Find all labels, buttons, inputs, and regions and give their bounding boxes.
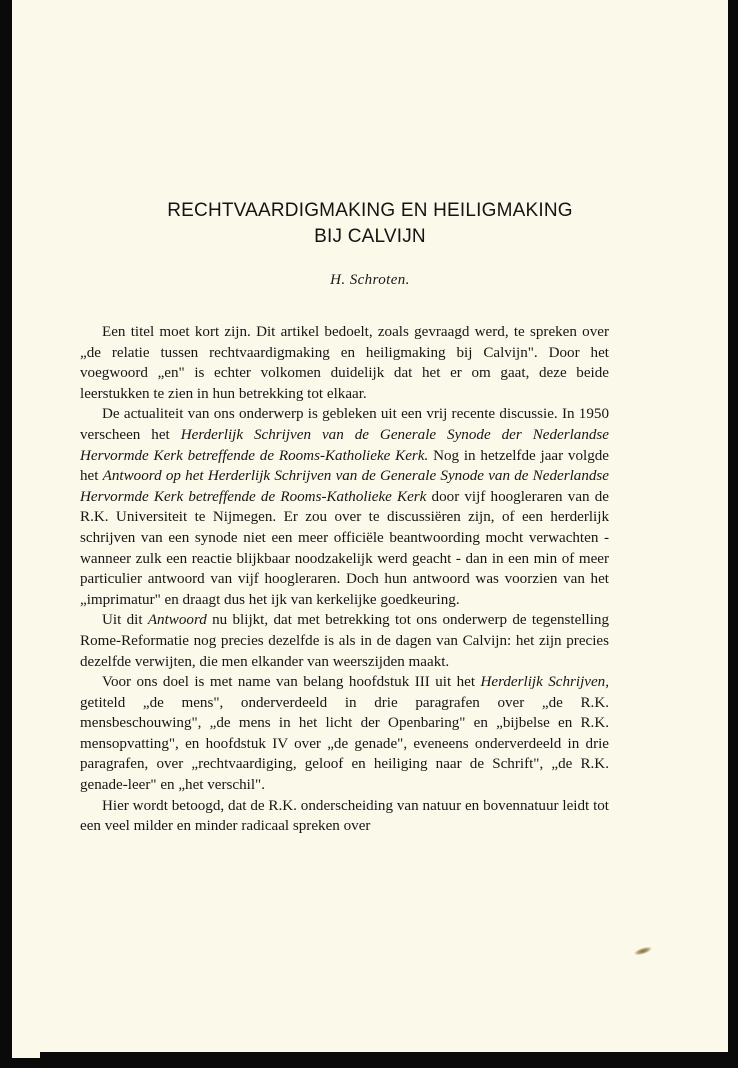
article-body (80, 322, 609, 837)
italic-segment: Antwoord op het Herderlijk Schrijven van de Generale Synode van de Nederlandse Hervormde Kerk betreffende de Rooms-Katholieke Kerk (80, 468, 609, 505)
text-segment: Voor ons doel is met name van belang hoofdstuk III uit het (102, 674, 481, 691)
article-title-line-1: RECHTVAARDIGMAKING EN HEILIGMAKING (167, 200, 573, 221)
text-segment: Uit dit (102, 612, 148, 629)
text-segment: Hier wordt betoogd, dat de R.K. onderscheiding van natuur en bovennatuur leidt tot een veel milder en minder radicaal spreken over (80, 797, 609, 835)
text-segment: De actualiteit van ons onderwerp is gebleken uit een vrij recente discussie. In 1950 verscheen het (80, 406, 609, 443)
paragraph-5 (80, 796, 609, 837)
text-segment: nu blijkt, dat met betrekking tot ons onderwerp de tegenstelling Rome-Reformatie nog precies dezelfde is als in de dagen van Calvijn: het zijn precies dezelfde verwijten, die men elkander van weerszijden maakt. (80, 612, 609, 670)
text-segment: Een titel moet kort zijn. Dit artikel bedoelt, zoals gevraagd werd, te spreken over „de relatie tussen rechtvaardigmaking en heiligmaking bij Calvijn". Door het voegwoord „en" is echter volkomen duidelijk dat het er om gaat, deze beide leerstukken te zien in hun betrekking tot elkaar. (80, 324, 609, 402)
italic-segment: Herderlijk Schrijven, (480, 674, 609, 691)
paragraph-3 (80, 610, 609, 672)
paragraph-4 (80, 672, 609, 796)
text-segment: getiteld „de mens", onderverdeeld in drie paragrafen over „de R.K. mensbeschouwing", „de mens in het licht der Openbaring" en „bijbelse en R.K. mensopvatting", en hoofdstuk IV over „de genade", eveneens onderverdeeld in drie paragrafen, over „rechtvaardiging, geloof en heiliging naar de Schrift", „de R.K. genade-leer" en „het verschil". (80, 694, 609, 794)
ink-smudge (634, 945, 653, 956)
paragraph-2 (80, 404, 609, 610)
italic-segment: Antwoord (147, 612, 207, 629)
italic-segment: Herderlijk Schrijven van de Generale Synode der Nederlandse Hervormde Kerk betreffende de Rooms-Katholieke Kerk. (80, 426, 609, 464)
article-title-line-2: BIJ CALVIJN (314, 226, 426, 247)
article-author: H. Schroten. (330, 272, 410, 288)
scanned-page (12, 0, 728, 1058)
scan-border-bottom (40, 1052, 728, 1068)
paragraph-1 (80, 322, 609, 404)
text-segment: Nog in hetzelfde jaar volgde het (80, 447, 609, 485)
text-segment: door vijf hoogleraren van de R.K. Universiteit te Nijmegen. Er zou over te discussiëren zijn, of een herderlijk schrijven van een synode niet een meer officiële beantwoording mocht verwachten - wanneer zulk een reactie blijkbaar noodzakelijk werd geacht - dan in een min of meer particulier antwoord van vijf hoogleraren. Doch hun antwoord was voorzien van het „imprimatur" en draagt dus het ijk van kerkelijke goedkeuring. (80, 488, 609, 608)
